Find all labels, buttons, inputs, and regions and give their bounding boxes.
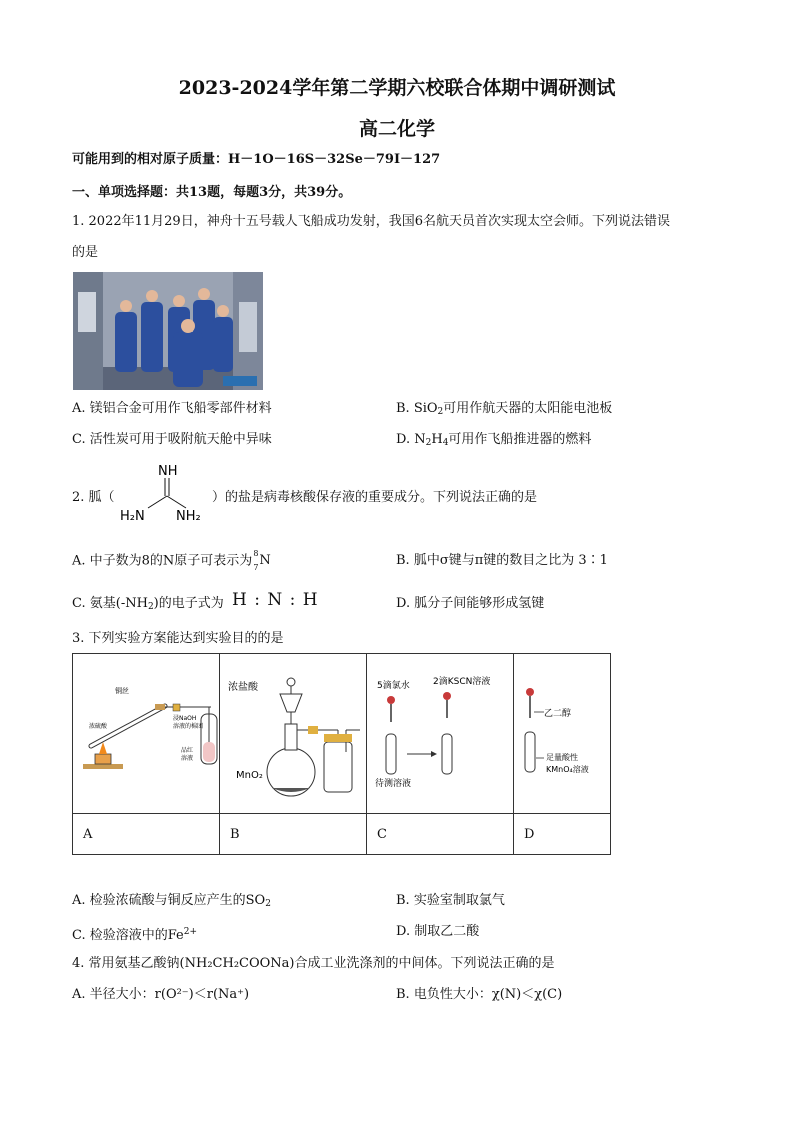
guanidine-structure [118,462,214,524]
q3-option-b: B. 实验室制取氯气 [396,893,505,908]
struct-h2n: H₂N [120,509,145,524]
label-test-solution: 待测溶液 [375,779,412,789]
label-cotton: 溶液的棉团 [173,723,204,730]
cell-label-d: D [514,814,611,855]
struct-nh2: NH₂ [176,509,201,524]
q1-option-a: A. 镁铝合金可用作飞船零部件材料 [72,401,272,416]
label-hcl: 浓盐酸 [228,682,258,693]
label-chlorine-water: 5滴氯水 [377,681,410,691]
q2-stem-post: ）的盐是病毒核酸保存液的重要成分。下列说法正确的是 [212,490,538,505]
label-naoh: 浸NaOH [173,715,197,722]
exam-title: 2023-2024学年第二学期六校联合体期中调研测试 [178,77,616,99]
cell-label-b: B [220,814,367,855]
label-kmno4: KMnO₄溶液 [546,765,589,774]
section-heading: 一、单项选择题：共13题，每题3分，共39分。 [72,185,352,200]
label-kscn: 2滴KSCN溶液 [433,677,491,687]
label-excess-acidic: 足量酸性 [546,753,578,762]
struct-nh: NH [158,464,178,479]
q1-option-c: C. 活性炭可用于吸附航天舱中异味 [72,432,272,447]
apparatus-a [73,654,220,814]
q2-option-c: C. 氨基$(-NH_2)$的电子式为 [72,596,224,612]
q3-option-d: D. 制取乙二酸 [396,924,480,939]
label-mno2: MnO₂ [236,770,263,781]
amino-electron-formula: H : N : H [232,590,319,610]
label-ethylene-glycol: 乙二醇 [544,709,572,719]
q1-option-b: B. SiO$_2$可用作航天器的太阳能电池板 [396,401,613,417]
apparatus-d [514,654,611,814]
q1-stem-line1: 1. 2022年11月29日，神舟十五号载人飞船成功发射，我国6名航天员首次实现太空会师。下列说法错误 [72,214,670,229]
q3-option-c: C. 检验溶液中的$Fe^{2+}$ [72,927,198,943]
q2-option-b: B. 胍中σ键与π键的数目之比为 3∶1 [396,553,608,568]
apparatus-b [220,654,367,814]
q2-stem-pre: 2. 胍（ [72,490,115,505]
exam-subtitle: 高二化学 [358,118,435,140]
q2-option-a: A. 中子数为8的N原子可表示为 8 7 N [72,549,271,572]
cell-label-c: C [367,814,514,855]
label-solution: 溶液 [181,755,194,762]
label-copper: 铜丝 [115,687,129,695]
atomic-masses: 可能用到的相对原子质量：H－1O－16S－32Se－79I－127 [72,152,441,167]
apparatus-c [367,654,514,814]
astronaut-photo [73,272,263,390]
experiment-table [72,653,611,855]
q4-option-b: B. 电负性大小：χ(N)＜χ(C) [396,987,563,1002]
q1-option-d: D. $N_2H_4$可用作飞船推进器的燃料 [396,432,592,448]
q4-option-a: A. 半径大小：r(O²⁻)＜r(Na⁺) [72,987,250,1002]
label-magenta: 品红 [181,747,194,754]
q2-option-d: D. 胍分子间能够形成氢键 [396,596,545,611]
q4-stem: 4. 常用氨基乙酸钠(NH₂CH₂COONa)合成工业洗涤剂的中间体。下列说法正确的是 [72,956,555,971]
q1-stem-line2: 的是 [72,245,99,260]
label-h2so4: 浓硫酸 [89,723,108,730]
q3-stem: 3. 下列实验方案能达到实验目的的是 [72,631,284,646]
q3-option-a: A. 检验浓硫酸与铜反应产生的$SO_2$ [72,893,271,909]
cell-label-a: A [73,814,220,855]
